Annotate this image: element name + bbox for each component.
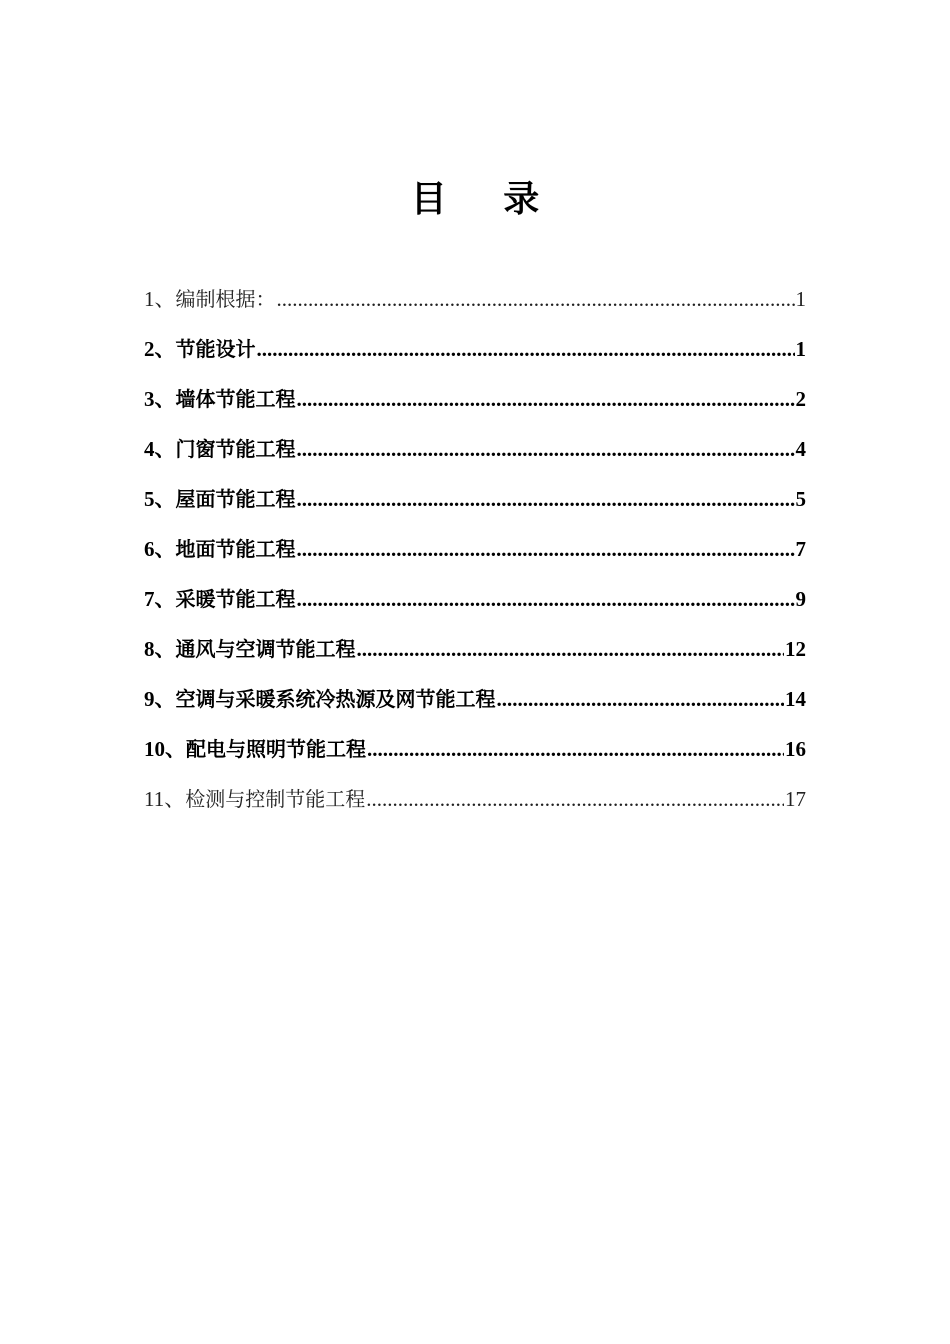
toc-page-number: 1 [795, 287, 806, 311]
toc-page-number: 14 [785, 687, 806, 711]
toc-entry[interactable] [144, 582, 806, 632]
toc-entry[interactable] [144, 332, 806, 382]
toc-dot-leader [366, 782, 784, 816]
toc-page-number: 4 [795, 437, 806, 461]
toc-entry[interactable] [144, 732, 806, 782]
toc-entry-number: 10、 [144, 737, 186, 761]
toc-entry-number: 3、 [144, 387, 176, 411]
toc-dot-leader [497, 682, 785, 716]
page-title: 目 录 [410, 179, 562, 220]
table-of-contents [144, 282, 806, 832]
toc-entry-title: 配电与照明节能工程 [186, 737, 366, 761]
toc-dot-leader [367, 732, 784, 766]
toc-entry-number: 1、 [144, 287, 176, 311]
toc-entry-title: 墙体节能工程 [175, 387, 296, 411]
toc-entry-title: 屋面节能工程 [175, 487, 296, 511]
toc-dot-leader [297, 432, 795, 466]
toc-page-number: 16 [785, 737, 806, 761]
toc-dot-leader [297, 532, 795, 566]
toc-page-number: 9 [795, 587, 806, 611]
toc-page-number: 12 [785, 637, 806, 661]
toc-entry[interactable] [144, 682, 806, 732]
toc-entry-number: 9、 [144, 687, 176, 711]
toc-page-number: 17 [785, 787, 806, 811]
toc-entry[interactable] [144, 482, 806, 532]
toc-entry-number: 4、 [144, 437, 176, 461]
toc-entry[interactable] [144, 282, 806, 332]
toc-entry-number: 5、 [144, 487, 176, 511]
toc-entry-title: 检测与控制节能工程 [185, 787, 366, 811]
toc-entry-title: 门窗节能工程 [175, 437, 296, 461]
toc-entry-title: 空调与采暖系统冷热源及网节能工程 [175, 687, 496, 711]
toc-dot-leader [297, 382, 795, 416]
toc-page-number: 7 [795, 537, 806, 561]
toc-page-number: 1 [795, 337, 806, 361]
toc-entry-number: 6、 [144, 537, 176, 561]
toc-dot-leader [277, 282, 795, 316]
toc-entry-number: 2、 [144, 337, 176, 361]
toc-entry[interactable] [144, 532, 806, 582]
toc-entry-title: 编制根据： [175, 287, 276, 311]
toc-entry-title: 采暖节能工程 [175, 587, 296, 611]
toc-entry-title: 通风与空调节能工程 [175, 637, 356, 661]
toc-entry[interactable] [144, 632, 806, 682]
toc-dot-leader [297, 582, 795, 616]
toc-dot-leader [297, 482, 795, 516]
toc-page-number: 2 [795, 387, 806, 411]
toc-page-number: 5 [795, 487, 806, 511]
toc-entry-title: 地面节能工程 [175, 537, 296, 561]
toc-entry[interactable] [144, 432, 806, 482]
toc-entry[interactable] [144, 382, 806, 432]
toc-entry-number: 7、 [144, 587, 176, 611]
toc-entry[interactable] [144, 782, 806, 832]
toc-entry-number: 8、 [144, 637, 176, 661]
toc-entry-number: 11、 [144, 787, 186, 811]
toc-dot-leader [257, 332, 795, 366]
toc-entry-title: 节能设计 [175, 337, 256, 361]
toc-dot-leader [357, 632, 785, 666]
